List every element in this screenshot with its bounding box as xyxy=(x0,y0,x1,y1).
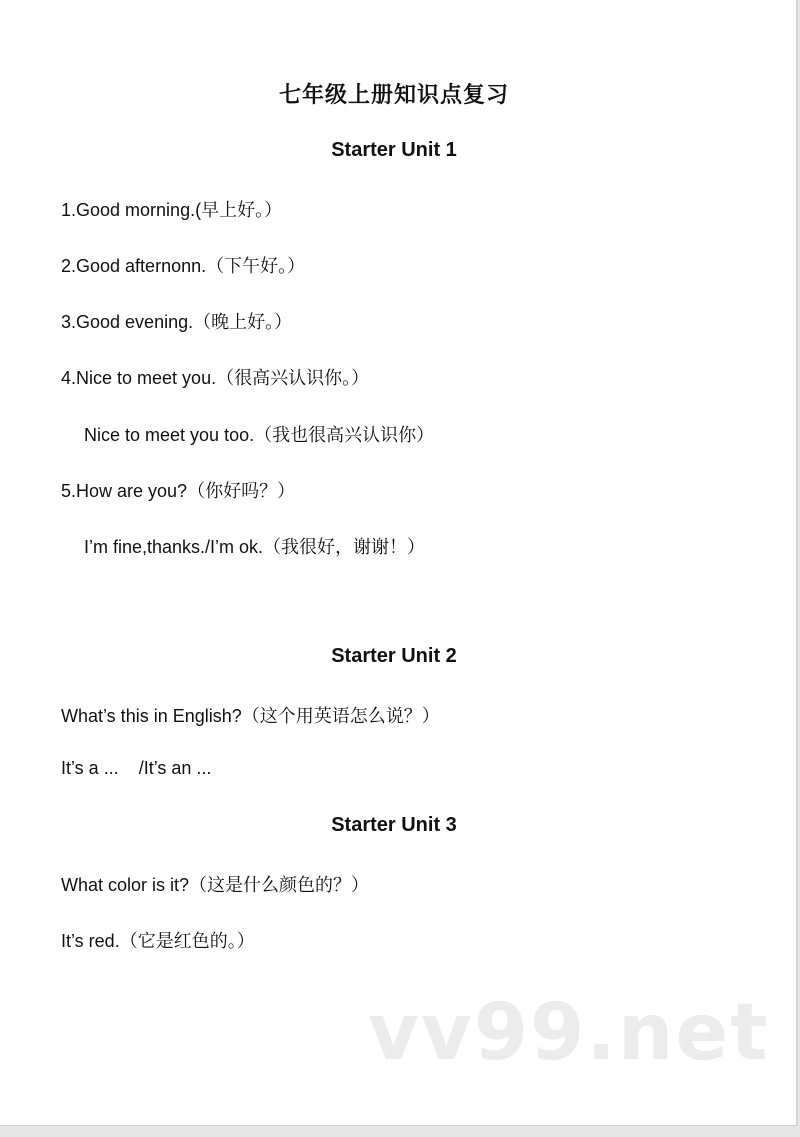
section-heading-starter-unit-3: Starter Unit 3 xyxy=(331,814,457,836)
phrase-line: It’s red.（它是红色的。） xyxy=(61,931,255,951)
phrase-line: 4.Nice to meet you.（很高兴认识你。） xyxy=(61,368,370,388)
section-heading-starter-unit-1: Starter Unit 1 xyxy=(331,139,457,161)
phrase-line-response: Nice to meet you too.（我也很高兴认识你） xyxy=(84,425,435,445)
watermark: vv99.net xyxy=(368,988,770,1078)
phrase-line-response: I’m fine,thanks./I’m ok.（我很好，谢谢！） xyxy=(84,537,426,557)
phrase-line: What’s this in English?（这个用英语怎么说？） xyxy=(61,706,440,726)
page-title: 七年级上册知识点复习 xyxy=(278,82,509,107)
phrase-line: 3.Good evening.（晚上好。） xyxy=(61,312,293,332)
phrase-line: What color is it?（这是什么颜色的？） xyxy=(61,875,370,895)
phrase-line: 1.Good morning.(早上好。） xyxy=(61,200,283,220)
phrase-line: 5.How are you?（你好吗？） xyxy=(61,481,296,501)
phrase-line: 2.Good afternonn.（下午好。） xyxy=(61,256,306,276)
phrase-line: It’s a ... /It’s an ... xyxy=(61,758,212,778)
section-heading-starter-unit-2: Starter Unit 2 xyxy=(331,645,457,667)
